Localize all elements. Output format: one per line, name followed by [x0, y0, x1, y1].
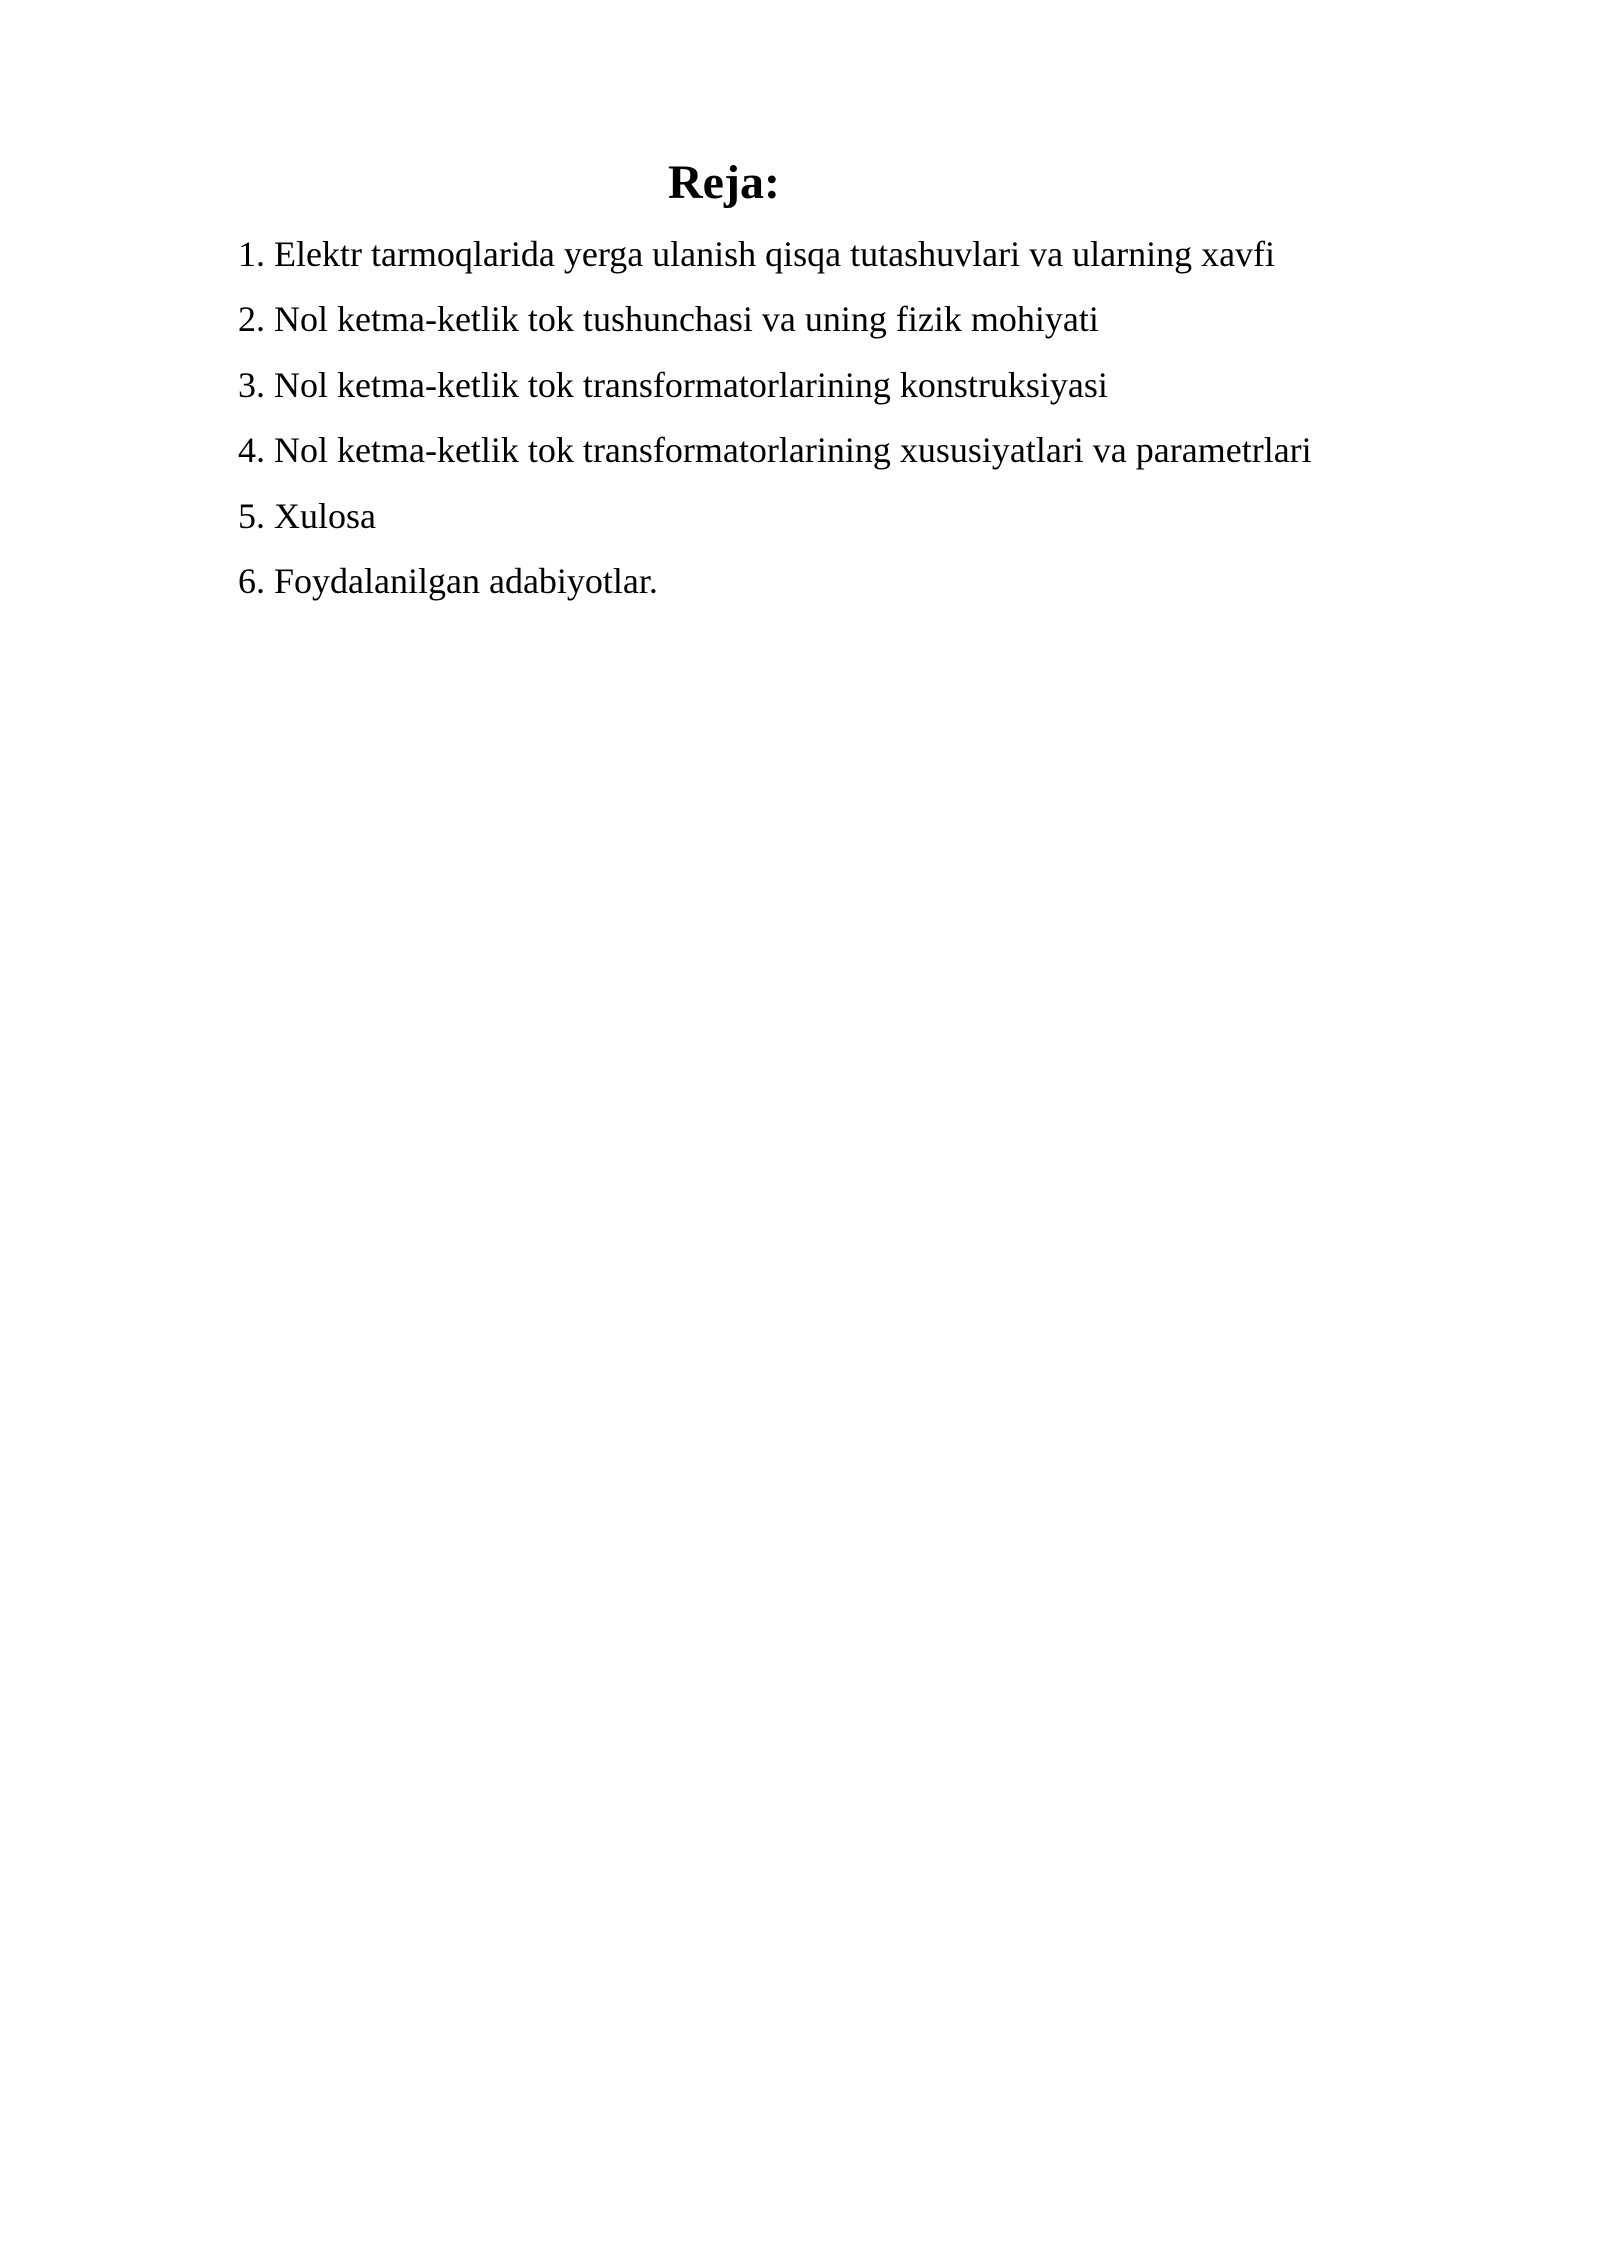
list-item	[238, 549, 1312, 614]
list-item	[238, 287, 1312, 352]
list-item-number: 6.	[238, 561, 265, 602]
list-item-number: 3.	[238, 364, 265, 405]
page-title: Reja:	[668, 156, 780, 209]
list-item	[238, 353, 1312, 418]
list-item-number: 4.	[238, 430, 265, 471]
list-item-text: Nol ketma-ketlik tok tushunchasi va uning fizik mohiyati	[274, 299, 1099, 340]
list-item-text: Foydalanilgan adabiyotlar.	[274, 561, 658, 602]
plan-list	[238, 222, 1312, 614]
list-item-text: Nol ketma-ketlik tok transformatorlarining konstruksiyasi	[274, 364, 1108, 405]
list-item	[238, 484, 1312, 549]
list-item	[238, 222, 1312, 287]
list-item-text: Elektr tarmoqlarida yerga ulanish qisqa tutashuvlari va ularning xavfi	[274, 234, 1276, 274]
list-item-number: 2.	[238, 299, 265, 340]
list-item-text: Xulosa	[274, 495, 376, 536]
list-item-number: 5.	[238, 495, 265, 536]
list-item	[238, 418, 1312, 483]
list-item-text: Nol ketma-ketlik tok transformatorlarining xususiyatlari va parametrlari	[274, 430, 1312, 471]
list-item-number: 1.	[238, 234, 265, 274]
